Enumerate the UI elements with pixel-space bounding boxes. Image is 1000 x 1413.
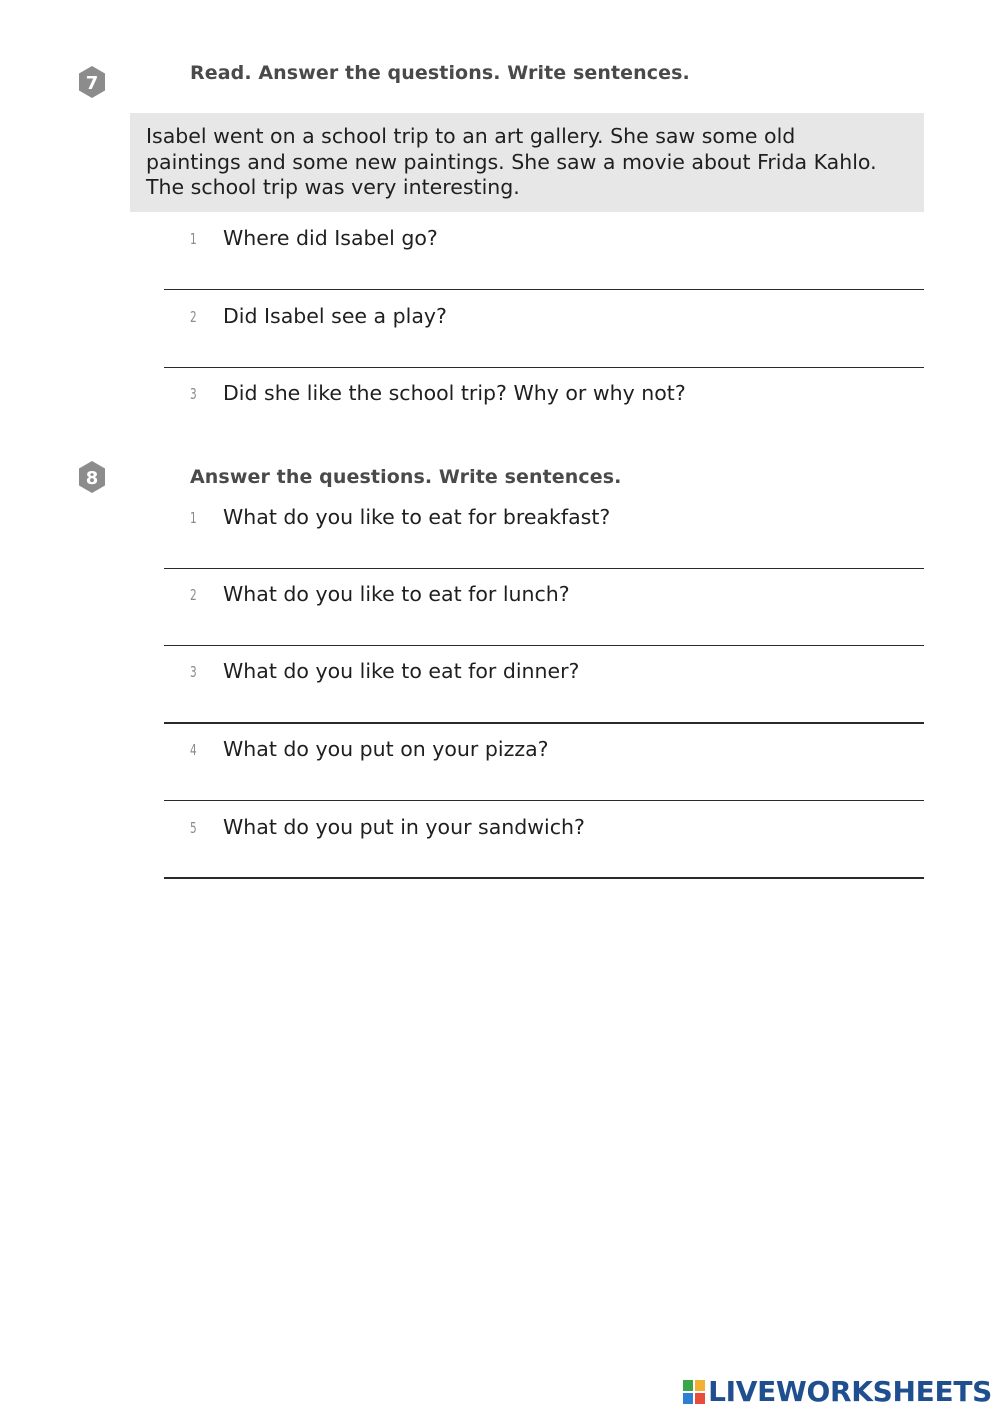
exercise-8-badge [77, 460, 107, 494]
exercise-7-instruction: Read. Answer the questions. Write sentences. [190, 62, 690, 84]
story-box [130, 113, 924, 212]
answer-line-8-2[interactable] [164, 645, 924, 646]
liveworksheets-logo-icon [682, 1379, 706, 1405]
story-line: Isabel went on a school trip to an art gallery. She saw some old [146, 124, 796, 148]
hexagon-badge-icon [77, 460, 107, 494]
answer-line-7-1[interactable] [164, 289, 924, 290]
story-line: The school trip was very interesting. [146, 175, 520, 199]
exercise-8-number: 8 [85, 468, 99, 489]
question-text: What do you like to eat for breakfast? [223, 505, 611, 529]
question-text: Did she like the school trip? Why or why not? [223, 381, 686, 405]
liveworksheets-wordmark: LIVEWORKSHEETS [708, 1375, 992, 1408]
answer-line-7-2[interactable] [164, 367, 924, 368]
answer-line-8-1[interactable] [164, 568, 924, 569]
exercise-7-number: 7 [85, 73, 99, 94]
exercise-7-badge [77, 65, 107, 99]
liveworksheets-brand [682, 1377, 992, 1407]
question-number: 2 [190, 586, 197, 604]
question-number: 1 [190, 509, 197, 527]
question-number: 1 [190, 230, 197, 248]
question-text: What do you put in your sandwich? [223, 815, 585, 839]
question-number: 5 [190, 819, 197, 837]
answer-line-8-3[interactable] [164, 722, 924, 724]
question-number: 2 [190, 308, 197, 326]
answer-line-8-5[interactable] [164, 877, 924, 879]
question-text: What do you like to eat for dinner? [223, 659, 580, 683]
question-text: Where did Isabel go? [223, 226, 438, 250]
hexagon-badge-icon [77, 65, 107, 99]
question-number: 3 [190, 385, 197, 403]
question-text: What do you put on your pizza? [223, 737, 549, 761]
question-text: What do you like to eat for lunch? [223, 582, 570, 606]
exercise-8-instruction: Answer the questions. Write sentences. [190, 466, 622, 488]
story-line: paintings and some new paintings. She saw a movie about Frida Kahlo. [146, 149, 877, 174]
question-number: 4 [190, 741, 197, 759]
question-text: Did Isabel see a play? [223, 304, 447, 328]
answer-line-8-4[interactable] [164, 800, 924, 801]
question-number: 3 [190, 663, 197, 681]
